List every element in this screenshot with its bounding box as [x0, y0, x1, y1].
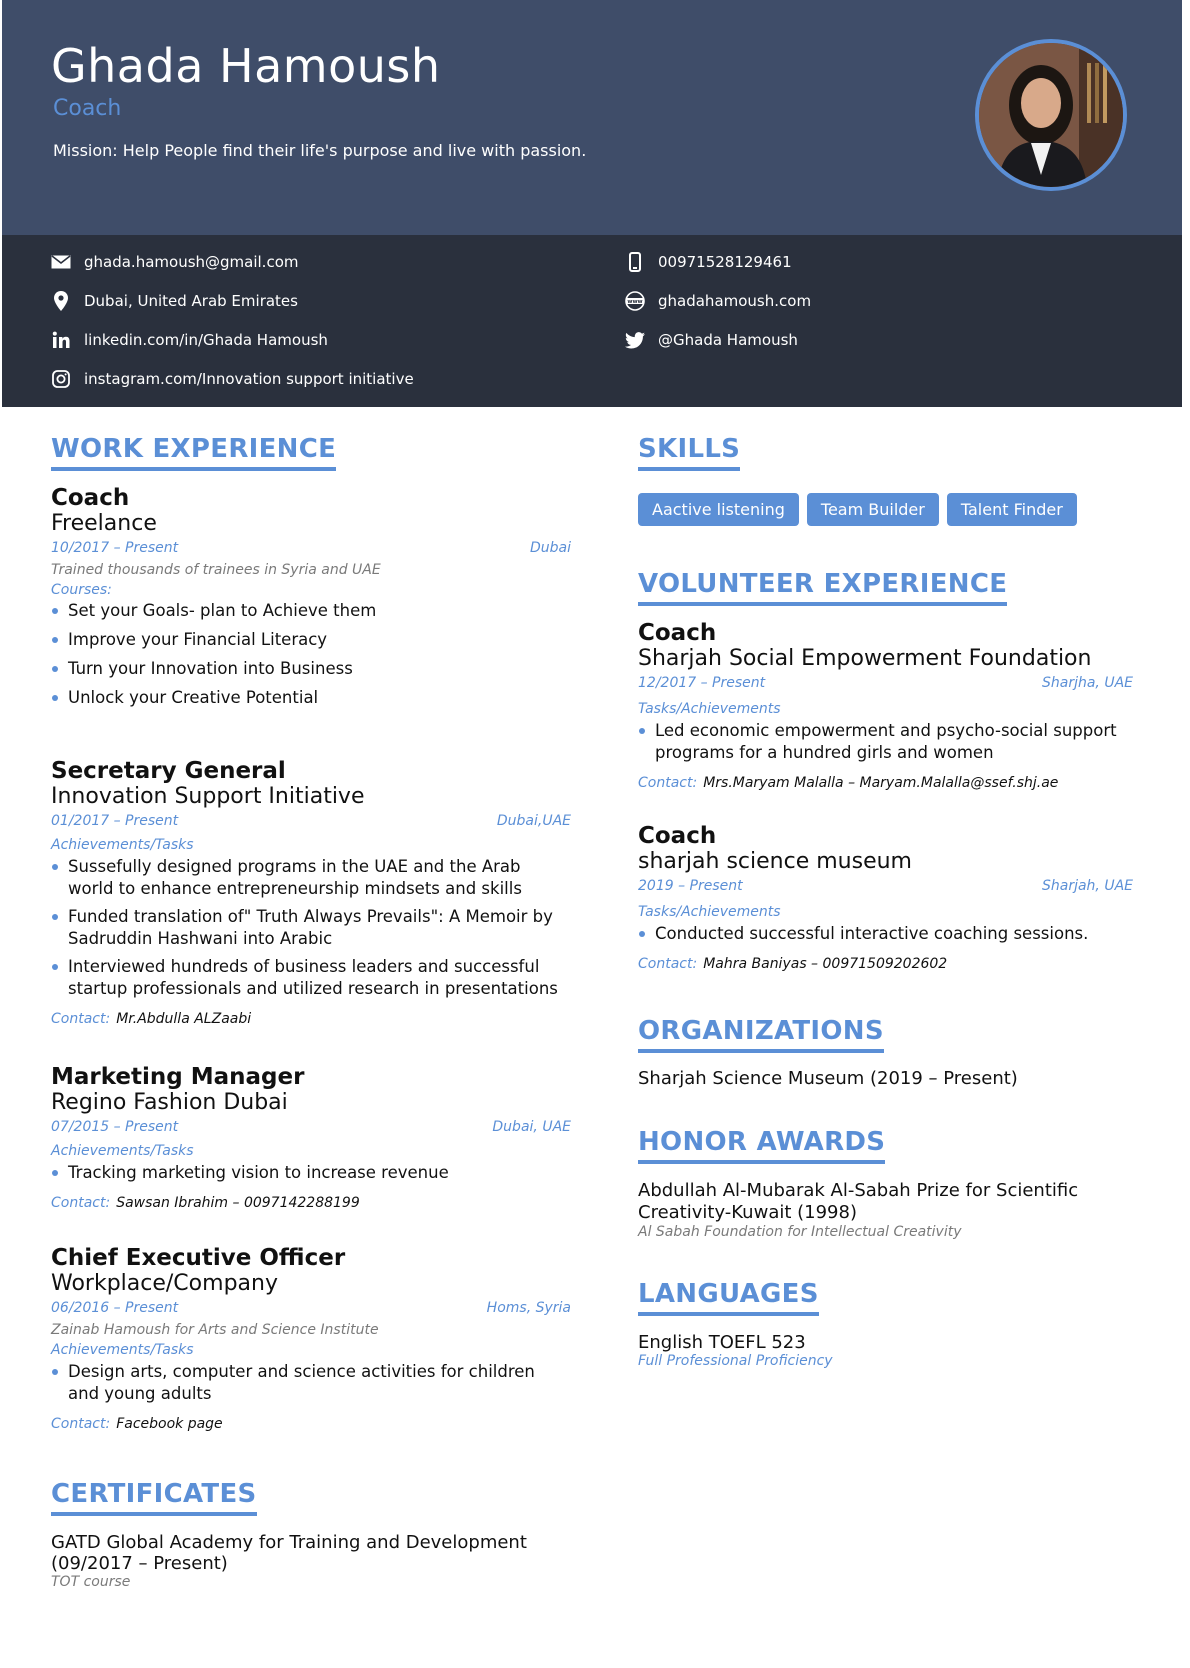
- volunteer-dates: 12/2017 – Present: [638, 675, 766, 691]
- linkedin-icon: [51, 330, 71, 350]
- volunteer-dates: 2019 – Present: [638, 878, 743, 894]
- instagram-text: instagram.com/Innovation support initiative: [84, 370, 414, 388]
- job-location: Dubai, UAE: [492, 1119, 571, 1135]
- email-contact[interactable]: [51, 252, 298, 272]
- contact-value: Sawsan Ibrahim – 0097142288199: [116, 1195, 360, 1211]
- languages-heading: LANGUAGES: [638, 1279, 819, 1316]
- organization-item: Sharjah Science Museum (2019 – Present): [638, 1068, 1018, 1089]
- mission-statement: Mission: Help People find their life's purpose and live with passion.: [53, 141, 587, 160]
- list-item: Design arts, computer and science activities for children and young adults: [51, 1361, 571, 1405]
- language-level: Full Professional Proficiency: [638, 1353, 833, 1369]
- contact-label: Contact:: [638, 956, 698, 972]
- volunteer-contact: [638, 775, 1133, 791]
- resume-header: [2, 0, 1182, 235]
- job-bullets: [51, 600, 571, 709]
- contact-value: Mahra Baniyas – 00971509202602: [703, 956, 948, 972]
- volunteer-organization: sharjah science museum: [638, 849, 912, 874]
- volunteer-subheading: Tasks/Achievements: [638, 904, 781, 920]
- full-name: Ghada Hamoush: [51, 39, 441, 93]
- instagram-contact[interactable]: [51, 369, 414, 389]
- job-organization: Regino Fashion Dubai: [51, 1090, 288, 1115]
- volunteer-entry: [638, 823, 1133, 972]
- volunteer-meta: [638, 878, 1133, 900]
- volunteer-subheading: Tasks/Achievements: [638, 701, 781, 717]
- language-name: English TOEFL 523: [638, 1332, 806, 1353]
- twitter-icon: [625, 330, 645, 350]
- list-item: Interviewed hundreds of business leaders and successful startup professionals and utilized research in presentations: [51, 956, 571, 1000]
- svg-text:www: www: [627, 299, 643, 305]
- job-bullets: [51, 1162, 571, 1184]
- skills-heading: SKILLS: [638, 434, 740, 471]
- job-title: Secretary General: [51, 758, 286, 784]
- job-subheading: Achievements/Tasks: [51, 1342, 194, 1358]
- work-entry: [51, 1245, 571, 1432]
- honor-issuer: Al Sabah Foundation for Intellectual Creativity: [638, 1224, 962, 1240]
- job-dates: 01/2017 – Present: [51, 813, 179, 829]
- volunteer-experience-heading: VOLUNTEER EXPERIENCE: [638, 569, 1007, 606]
- skill-tag: Talent Finder: [947, 493, 1077, 526]
- contact-label: Contact:: [51, 1195, 111, 1211]
- list-item: Conducted successful interactive coaching sessions.: [638, 923, 1133, 945]
- job-subheading: Courses:: [51, 582, 112, 598]
- skill-tag: Team Builder: [807, 493, 939, 526]
- job-dates: 10/2017 – Present: [51, 540, 179, 556]
- job-meta: [51, 540, 571, 562]
- list-item: Improve your Financial Literacy: [51, 629, 571, 651]
- volunteer-location: Sharjah, UAE: [1041, 878, 1133, 894]
- phone-contact[interactable]: [625, 252, 792, 272]
- job-title: Chief Executive Officer: [51, 1245, 346, 1271]
- volunteer-bullets: [638, 923, 1133, 945]
- job-location: Homs, Syria: [486, 1300, 571, 1316]
- organizations-heading: ORGANIZATIONS: [638, 1016, 884, 1053]
- job-description: Trained thousands of trainees in Syria and UAE: [51, 562, 381, 578]
- job-subheading: Achievements/Tasks: [51, 1143, 194, 1159]
- job-organization: Workplace/Company: [51, 1271, 278, 1296]
- contact-value: Mrs.Maryam Malalla – Maryam.Malalla@ssef.shj.ae: [703, 775, 1059, 791]
- list-item: Funded translation of" Truth Always Prevails": A Memoir by Sadruddin Hashwani into Arabic: [51, 906, 571, 950]
- job-description: Zainab Hamoush for Arts and Science Institute: [51, 1322, 379, 1338]
- honor-entry: [638, 1180, 1133, 1240]
- list-item: Turn your Innovation into Business: [51, 658, 571, 680]
- location-text: Dubai, United Arab Emirates: [84, 292, 298, 310]
- job-bullets: [51, 1361, 571, 1405]
- job-bullets: [51, 856, 571, 1000]
- list-item: Set your Goals- plan to Achieve them: [51, 600, 571, 622]
- volunteer-title: Coach: [638, 823, 717, 849]
- volunteer-meta: [638, 675, 1133, 697]
- profile-photo: [975, 39, 1127, 191]
- work-entry: [51, 1064, 571, 1211]
- volunteer-entry: [638, 620, 1133, 791]
- location-contact: [51, 291, 298, 311]
- certificate-detail: TOT course: [51, 1574, 131, 1590]
- job-meta: [51, 813, 571, 835]
- job-location: Dubai: [529, 540, 571, 556]
- volunteer-title: Coach: [638, 620, 717, 646]
- contact-label: Contact:: [51, 1416, 111, 1432]
- location-pin-icon: [51, 291, 71, 311]
- portrait-image: [979, 43, 1123, 187]
- language-entry: [638, 1332, 1133, 1369]
- honor-name: Abdullah Al-Mubarak Al-Sabah Prize for Scientific Creativity-Kuwait (1998): [638, 1180, 1079, 1223]
- work-experience-heading: WORK EXPERIENCE: [51, 434, 336, 471]
- job-role: Coach: [53, 96, 122, 121]
- contact-bar: [2, 235, 1182, 407]
- skill-tag: Aactive listening: [638, 493, 799, 526]
- work-entry: [51, 758, 571, 1027]
- job-location: Dubai,UAE: [496, 813, 571, 829]
- instagram-icon: [51, 369, 71, 389]
- contact-label: Contact:: [51, 1011, 111, 1027]
- website-text: ghadahamoush.com: [658, 292, 812, 310]
- job-contact: [51, 1195, 571, 1211]
- website-contact[interactable]: [625, 291, 811, 311]
- job-title: Marketing Manager: [51, 1064, 305, 1090]
- phone-text: 00971528129461: [658, 253, 792, 271]
- list-item: Tracking marketing vision to increase revenue: [51, 1162, 571, 1184]
- linkedin-text: linkedin.com/in/Ghada Hamoush: [84, 331, 328, 349]
- globe-www-icon: [625, 291, 645, 311]
- phone-icon: [625, 252, 645, 272]
- list-item: Sussefully designed programs in the UAE and the Arab world to enhance entrepreneurship mindsets and skills: [51, 856, 571, 900]
- job-meta: [51, 1300, 571, 1322]
- job-title: Coach: [51, 485, 130, 511]
- job-dates: 07/2015 – Present: [51, 1119, 179, 1135]
- job-contact: [51, 1011, 571, 1027]
- job-subheading: Achievements/Tasks: [51, 837, 194, 853]
- job-organization: Innovation Support Initiative: [51, 784, 365, 809]
- certificates-heading: CERTIFICATES: [51, 1479, 257, 1516]
- volunteer-organization: Sharjah Social Empowerment Foundation: [638, 646, 1092, 671]
- certificate-entry: [51, 1532, 551, 1590]
- envelope-icon: [51, 252, 71, 272]
- skills-list: [638, 493, 1085, 526]
- twitter-text: @Ghada Hamoush: [658, 331, 798, 349]
- contact-value: Mr.Abdulla ALZaabi: [116, 1011, 252, 1027]
- volunteer-bullets: [638, 720, 1133, 764]
- certificate-name: GATD Global Academy for Training and Development (09/2017 – Present): [51, 1532, 527, 1574]
- list-item: Led economic empowerment and psycho-social support programs for a hundred girls and women: [638, 720, 1133, 764]
- contact-label: Contact:: [638, 775, 698, 791]
- twitter-contact[interactable]: [625, 330, 798, 350]
- contact-value: Facebook page: [116, 1416, 223, 1432]
- job-organization: Freelance: [51, 511, 157, 536]
- job-meta: [51, 1119, 571, 1141]
- volunteer-location: Sharjha, UAE: [1041, 675, 1133, 691]
- job-dates: 06/2016 – Present: [51, 1300, 179, 1316]
- work-entry: [51, 485, 571, 709]
- list-item: Unlock your Creative Potential: [51, 687, 571, 709]
- email-text: ghada.hamoush@gmail.com: [84, 253, 299, 271]
- linkedin-contact[interactable]: [51, 330, 328, 350]
- honor-awards-heading: HONOR AWARDS: [638, 1127, 885, 1164]
- volunteer-contact: [638, 956, 1133, 972]
- job-contact: [51, 1416, 571, 1432]
